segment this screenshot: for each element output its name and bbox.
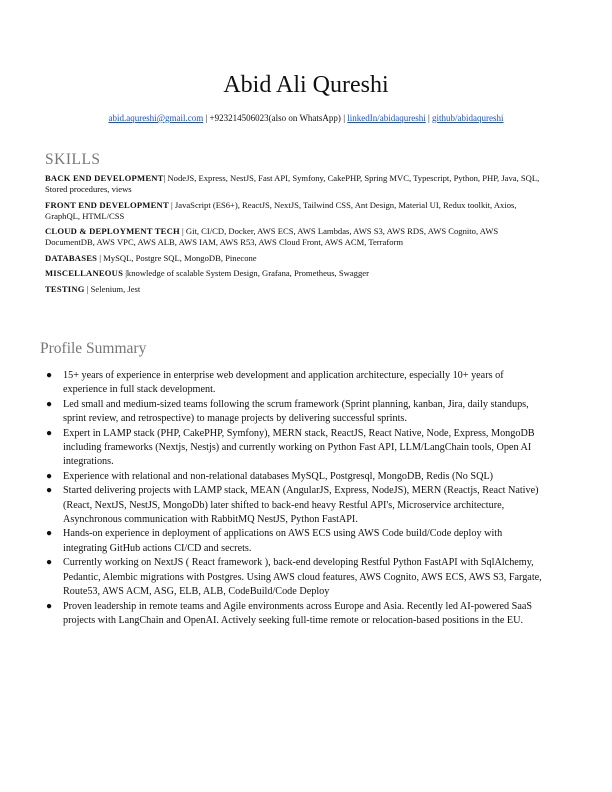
skill-label: CLOUD & DEPLOYMENT TECH [45, 226, 180, 236]
skill-databases [45, 253, 545, 264]
list-item [45, 470, 545, 484]
skill-misc [45, 268, 545, 279]
skill-text: | NodeJS, Express, NestJS, Fast API, Symfony, CakePHP, Spring MVC, Typescript, Python, PHP, Java, SQL, Stored procedures, views [45, 173, 540, 194]
list-item [45, 484, 545, 527]
linkedin-link[interactable]: linkedIn/abidaqureshi [347, 113, 426, 123]
item-text: Expert in LAMP stack (PHP, CakePHP, Symfony), MERN stack, ReactJS, React Native, Node, Express, MongoDB including frameworks (Nextjs, Nestjs) and currently working on Python Fast API, LLM/LangChain tools, Open AI integrations. [63, 427, 535, 468]
skill-text: | Git, CI/CD, Docker, AWS ECS, AWS Lambdas, AWS S3, AWS RDS, AWS Cognito, AWS DocumentDB, AWS VPC, AWS ALB, AWS IAM, AWS R53, AWS Cloud Front, AWS ACM, Terraform [45, 226, 499, 247]
bullet-icon: ● [46, 485, 53, 497]
skill-cloud [45, 226, 545, 248]
skill-testing [45, 284, 545, 295]
separator: | [340, 113, 348, 123]
bullet-icon: ● [46, 427, 53, 439]
list-item [45, 369, 545, 398]
phone: +923214506023(also on WhatsApp) [209, 113, 341, 123]
skill-label: FRONT END DEVELOPMENT [45, 199, 169, 210]
list-item [45, 398, 545, 427]
github-link[interactable]: github/abidaqureshi [432, 113, 504, 123]
skill-backend [45, 173, 545, 195]
profile-summary-heading: Profile Summary [40, 340, 147, 357]
skills-list [45, 173, 545, 299]
bullet-icon: ● [46, 528, 53, 540]
skill-text: | Selenium, Jest [84, 283, 141, 294]
bullet-icon: ● [46, 398, 53, 410]
bullet-icon: ● [46, 600, 53, 612]
separator: | [203, 113, 210, 123]
list-item [45, 556, 545, 599]
email-link[interactable]: abid.aqureshi@gmail.com [108, 113, 204, 123]
item-text: Currently working on NextJS ( React framework ), back-end developing Restful Python FastAPI with SqlAlchemy, Pedantic, Alembic migrations with Postgres. Using AWS cloud features, AWS Cognito, AWS ECS, AWS S3, Fargate, Route53, AWS ACM, ASG, ELB, ALB, CodeBuild/Code Deploy [63, 557, 542, 598]
skill-label: MISCELLANEOUS [45, 268, 124, 278]
list-item [45, 527, 545, 556]
item-text: Hands-on experience in deployment of applications on AWS ECS using AWS Code build/Code deploy with integrating GitHub actions CI/CD and secrets. [63, 528, 503, 554]
item-text: Started delivering projects with LAMP stack, MEAN (AngularJS, Express, NodeJS), MERN (Reactjs, React Native) (React, NextJS, NestJS, MongoDb) later shifted to back-end heavy Restful API's, Microservice architecture, Asynchronous communication with RabbitMQ NestJS, Python FastAPI. [63, 485, 539, 526]
list-item [45, 600, 545, 629]
bullet-icon: ● [46, 370, 53, 381]
profile-summary-list [45, 369, 545, 628]
skill-label: BACK END DEVELOPMENT [45, 173, 164, 183]
separator: | [425, 113, 433, 123]
candidate-name: Abid Ali Qureshi [223, 72, 389, 98]
bullet-icon: ● [46, 557, 53, 569]
item-text: Led small and medium-sized teams following the scrum framework (Sprint planning, kanban, Jira, daily standups, sprint review, and retrospective) to manage projects by delivering successful sprints. [63, 398, 529, 425]
skills-heading: SKILLS [45, 151, 101, 168]
skill-frontend [45, 200, 545, 222]
bullet-icon: ● [46, 470, 53, 482]
item-text: Experience with relational and non-relational databases MySQL, Postgresql, MongoDB, Redis (No SQL) [63, 470, 494, 482]
item-text: 15+ years of experience in enterprise web development and application architecture, especially 10+ years of experience in full stack development. [63, 370, 504, 396]
skill-label: DATABASES [45, 252, 98, 263]
list-item [45, 427, 545, 470]
skill-text: |knowledge of scalable System Design, Grafana, Prometheus, Swagger [123, 268, 369, 278]
skill-label: TESTING [45, 283, 85, 294]
contact-line [0, 113, 612, 123]
skill-text: | JavaScript (ES6+), ReactJS, NextJS, Tailwind CSS, Ant Design, Material UI, Redux toolkit, Axios, GraphQL, HTML/CSS [45, 199, 517, 221]
item-text: Proven leadership in remote teams and Agile environments across Europe and Asia. Recently led AI-powered SaaS projects with LangChain and OpenAI. Actively seeking full-time remote or relocation-based positions in the EU. [63, 600, 533, 626]
skill-text: | MySQL, Postgre SQL, MongoDB, Pinecone [97, 252, 257, 263]
